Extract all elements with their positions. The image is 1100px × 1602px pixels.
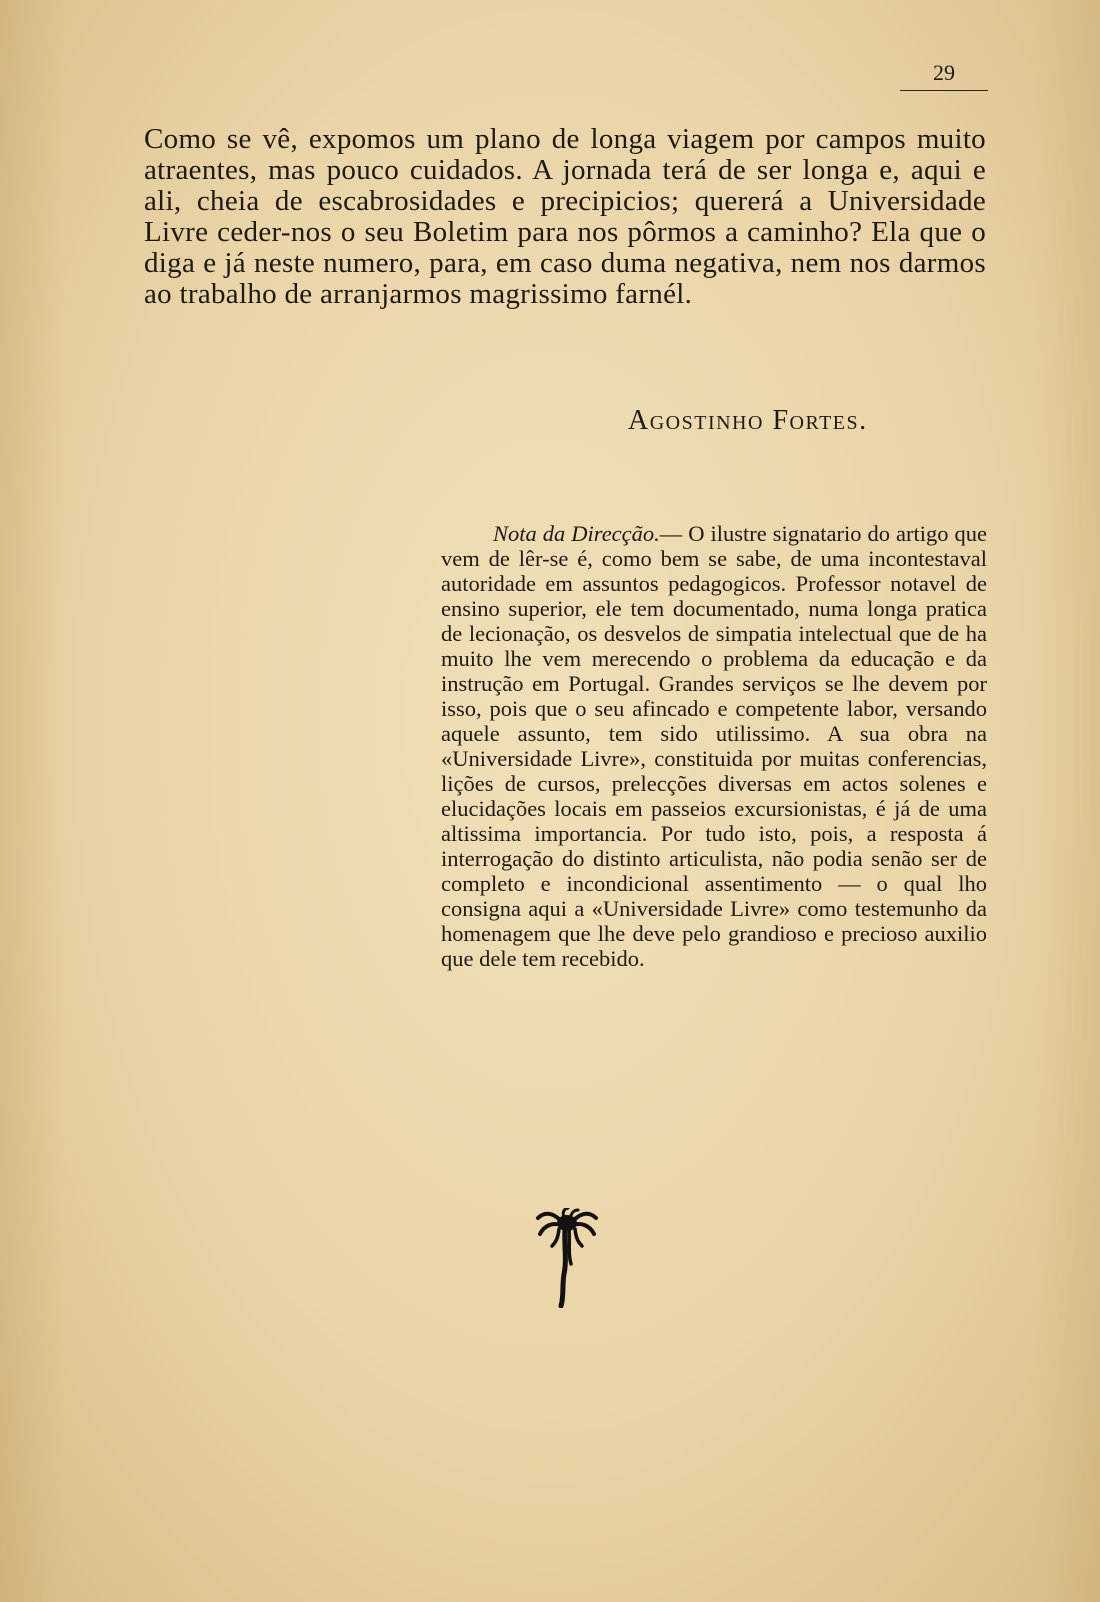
main-paragraph: Como se vê, expomos um plano de longa viagem por campos muito atraentes, mas pouco cuidados. A jornada terá de ser longa e, aqui e ali, cheia de escabrosidades e precipicios; quererá a Universidade Livre ceder-nos o seu Boletim para nos pôrmos a caminho? Ela que o diga e já neste numero, para, em caso duma negativa, nem nos darmos ao trabalho de arranjarmos magrissimo farnél. bbox=[144, 123, 986, 310]
palm-tree-ornament-icon bbox=[534, 1208, 600, 1308]
page-number: 29 bbox=[900, 58, 988, 91]
note-body: — O ilustre signatario do artigo que vem de lêr-se é, como bem se sabe, de uma incontestaval autoridade em assuntos pedagogicos. Professor notavel de ensino superior, ele tem documentado, numa longa pratica de lecionação, os desvelos de simpatia intelectual que de ha muito lhe vem merecendo o problema da educação e da instrução em Portugal. Grandes serviços se lhe devem por isso, pois que o seu afincado e competente labor, versando aquele assunto, tem sido utilissimo. A sua obra na «Universidade Livre», constituida por muitas conferencias, lições de cursos, prelecções diversas em actos solenes e elucidações locais em passeios excursionistas, é já de uma altissima importancia. Por tudo isto, pois, a resposta á interrogação do distinto articulista, não podia senão ser de completo e incondicional assentimento — o qual lho consigna aqui a «Universidade Livre» como testemunho da homenagem que lhe deve pelo grandioso e precioso auxilio que dele tem recebido. bbox=[441, 521, 987, 971]
note-heading: Nota da Direcção. bbox=[493, 521, 660, 546]
author-signature: Agostinho Fortes. bbox=[628, 405, 868, 436]
editorial-note bbox=[441, 521, 987, 971]
